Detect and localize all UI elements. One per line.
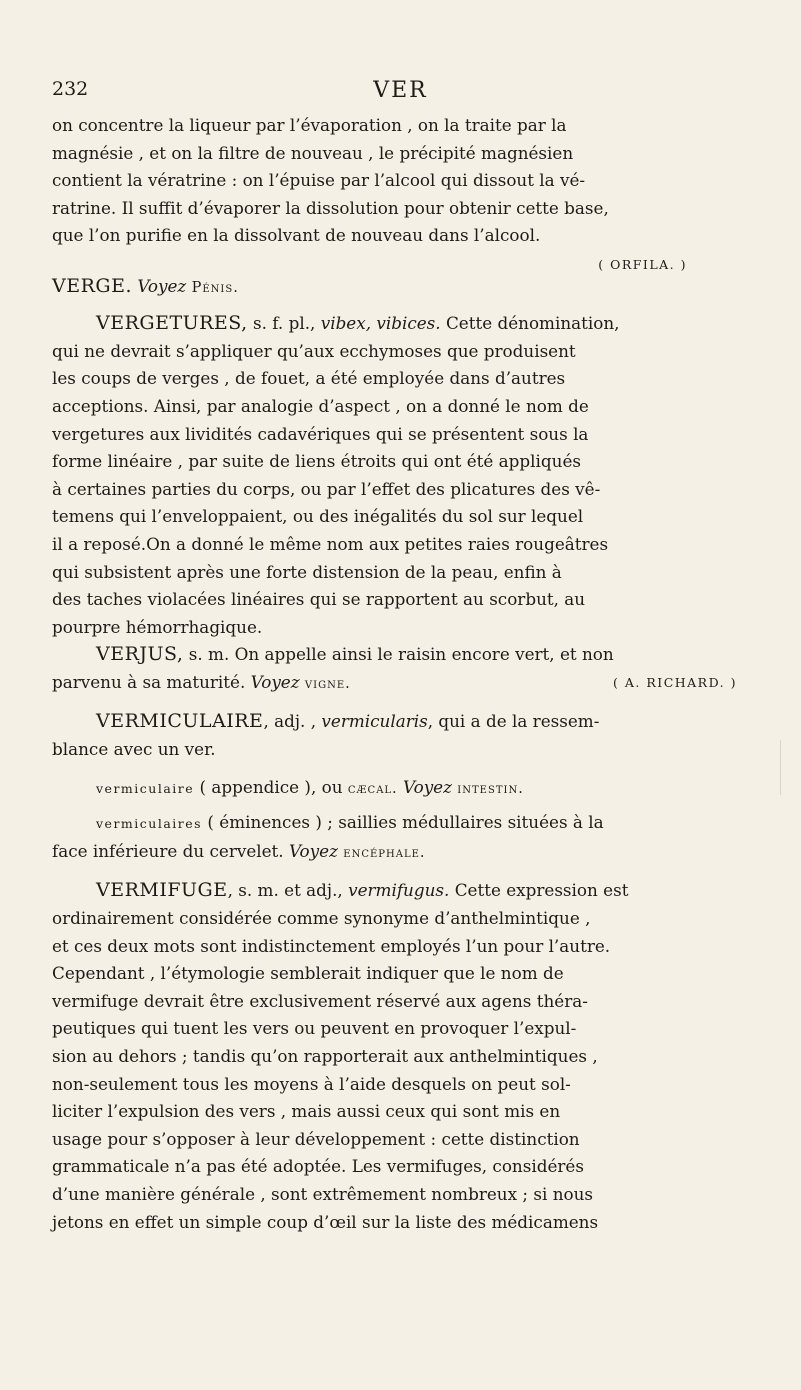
text-line: que l’on purifie en la dissolvant de nouveau dans l’alcool. (52, 225, 541, 246)
text-line: blance avec un ver. (52, 739, 216, 760)
text-line: sion au dehors ; tandis qu’on rapporterait aux anthelmintiques , (52, 1046, 598, 1066)
voyez-label: Voyez (403, 776, 452, 797)
grammar-note: s. f. pl., (253, 313, 316, 334)
entry-text: face inférieure du cervelet. (52, 840, 284, 861)
text-line: magnésie , et on la filtre de nouveau , le précipité magnésien (52, 142, 574, 163)
text-line: à certaines parties du corps, ou par l’effet des plicatures des vê- (52, 478, 601, 499)
alternate-term: cæcal. (347, 780, 398, 797)
entry-headword: VERGETURES, (96, 312, 248, 335)
entry-text: parvenu à sa maturité. (52, 671, 246, 692)
text-line: des taches violacées linéaires qui se rapportent au scorbut, au (52, 589, 586, 610)
entry-headword: VERGE. (52, 274, 132, 297)
entry-text: , qui a de la ressem- (427, 711, 600, 732)
text-line: d’une manière générale , sont extrêmement nombreux ; si nous (52, 1183, 594, 1204)
entry-text: ( éminences ) ; saillies médullaires situées à la (207, 812, 604, 833)
entry-headword: VERMIFUGE (96, 879, 228, 902)
entry-text: s. m. On appelle ainsi le raisin encore vert, et non (188, 644, 614, 665)
text-line: non-seulement tous les moyens à l’aide desquels on peut sol- (52, 1073, 571, 1094)
voyez-label: Voyez (137, 275, 187, 296)
entry-vermifuge (52, 877, 757, 1236)
entry-text: ( appendice ), ou (199, 776, 343, 797)
entry-headword: VERMICULAIRE (96, 710, 264, 733)
text-line: Cependant , l’étymologie semblerait indiquer que le nom de (52, 963, 564, 984)
grammar-note: , adj. , (263, 711, 317, 732)
text-line: contient la vératrine : on l’épuise par l’alcool qui dissout la vé- (52, 170, 586, 191)
text-line: qui subsistent après une forte distension de la peau, enfin à (52, 561, 562, 582)
author-signature: ( ORFILA. ) (598, 256, 687, 272)
intro-paragraph (52, 112, 757, 250)
entry-headword: VERJUS, (96, 643, 184, 666)
latin-term: vermifugus. (348, 880, 450, 901)
cross-reference: intestin. (457, 780, 524, 797)
text-line: les coups de verges , de fouet, a été employée dans d’autres (52, 368, 566, 389)
text-line: forme linéaire , par suite de liens étroits qui ont été appliqués (52, 451, 581, 472)
voyez-label: Voyez (250, 671, 300, 692)
latin-term: vermicularis (321, 711, 428, 732)
text-line: usage pour s’opposer à leur développement : cette distinction (52, 1128, 580, 1149)
entry-subheadword: vermiculaire (96, 780, 195, 796)
running-title: VER (373, 78, 428, 103)
text-line: qui ne devrait s’appliquer qu’aux ecchymoses que produisent (52, 340, 576, 361)
entry-vermiculaires-eminences (52, 809, 757, 867)
latin-term: vibex, vibices. (320, 313, 441, 334)
page-body (52, 112, 757, 1236)
text-line: jetons en effet un simple coup d’œil sur la liste des médicamens (52, 1211, 599, 1232)
text-line: il a reposé.On a donné le même nom aux petites raies rougeâtres (52, 533, 609, 554)
entry-vermiculaire (52, 708, 757, 763)
entry-text: Cette dénomination, (445, 313, 620, 334)
page-number: 232 (52, 78, 89, 100)
text-line: liciter l’expulsion des vers , mais aussi ceux qui sont mis en (52, 1101, 561, 1122)
cross-reference: Pénis. (191, 279, 239, 296)
text-line: vergetures aux lividités cadavériques qui se présentent sous la (52, 423, 589, 444)
entry-text: Cette expression est (454, 880, 629, 901)
text-line: temens qui l’enveloppaient, ou des inégalités du sol sur lequel (52, 506, 584, 527)
voyez-label: Voyez (288, 840, 338, 861)
text-line: grammaticale n’a pas été adoptée. Les vermifuges, considérés (52, 1156, 584, 1177)
cross-reference: encéphale. (343, 844, 426, 861)
text-line: ratrine. Il suffit d’évaporer la dissolution pour obtenir cette base, (52, 197, 609, 218)
page-edge-mark (780, 740, 787, 795)
entry-vermiculaire-appendice (52, 774, 757, 804)
text-line: acceptions. Ainsi, par analogie d’aspect , on a donné le nom de (52, 395, 589, 416)
text-line: vermifuge devrait être exclusivement réservé aux agens théra- (52, 990, 588, 1011)
text-line: et ces deux mots sont indistinctement employés l’un pour l’autre. (52, 935, 611, 956)
entry-vergetures (52, 310, 757, 641)
entry-verjus (52, 641, 757, 698)
author-signature: ( A. RICHARD. ) (613, 674, 737, 690)
page-header (52, 78, 749, 108)
text-line: on concentre la liqueur par l’évaporation , on la traite par la (52, 115, 567, 135)
text-line: peutiques qui tuent les vers ou peuvent en provoquer l’expul- (52, 1018, 577, 1039)
entry-subheadword: vermiculaires (96, 816, 203, 832)
cross-reference: vigne. (304, 675, 351, 692)
text-line: pourpre hémorrhagique. (52, 616, 263, 637)
grammar-note: , s. m. et adj., (227, 880, 343, 901)
text-line: ordinairement considérée comme synonyme d’anthelmintique , (52, 908, 591, 929)
